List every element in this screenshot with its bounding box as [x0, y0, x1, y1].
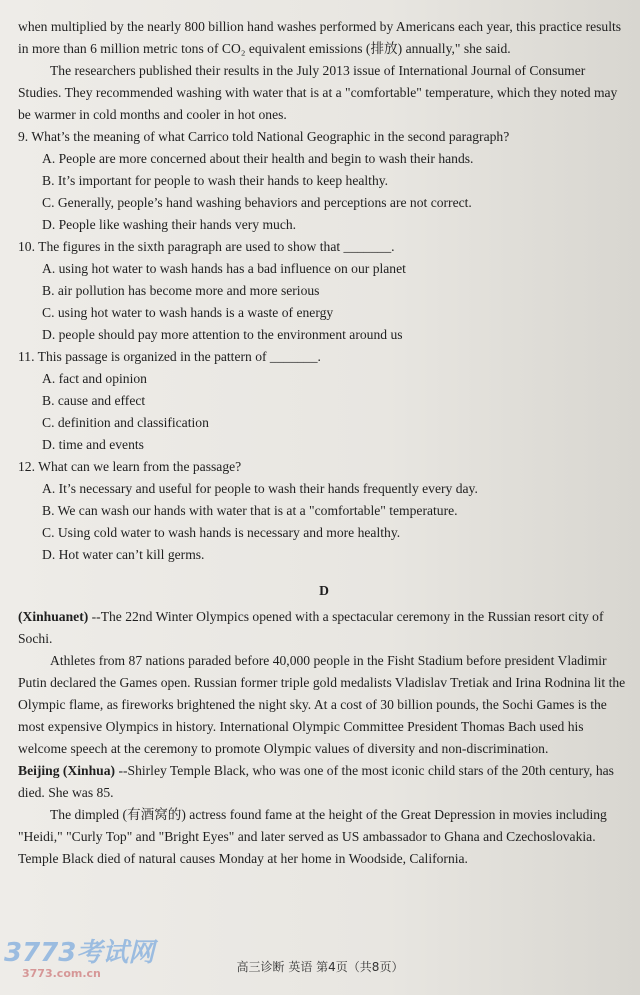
option-c: C. Generally, people’s hand washing behaviors and perceptions are not correct. — [42, 195, 472, 210]
watermark-sub-text: 3773.com.cn — [22, 967, 101, 980]
option-d: D. People like washing their hands very much. — [42, 217, 297, 232]
news-lead-text: --Shirley Temple Black, who was one of the most iconic child stars of the 20th century, has died. She was 85. — [18, 763, 614, 800]
option-d: D. Hot water can’t kill germs. — [42, 547, 205, 562]
document-page — [18, 16, 630, 870]
question-stem: 11. This passage is organized in the pattern of _______. — [18, 349, 321, 364]
section-title-d: D — [319, 583, 329, 598]
option-d: D. time and events — [42, 437, 144, 452]
option-b: B. air pollution has become more and more serious — [42, 283, 320, 298]
news-item-olympics-lead — [18, 606, 630, 650]
news-item-temple-body: The dimpled (有酒窝的) actress found fame at the height of the Great Depression in movies including "Heidi," "Curly Top" and "Bright Eyes" and later served as US ambassador to Ghana and Czechoslovakia. Temple Black died of natural causes Monday at her home in Woodside, California. — [18, 807, 607, 866]
question-stem: 10. The figures in the sixth paragraph are used to show that _______. — [18, 239, 395, 254]
option-a: A. fact and opinion — [42, 371, 147, 386]
news-item-olympics-body: Athletes from 87 nations paraded before 40,000 people in the Fisht Stadium before president Vladimir Putin declared the Games open. Russian former triple gold medalists Vladislav Tretiak and Irina Rodnina lit the Olympic flame, as fireworks brightened the night sky. At a cost of 30 billion pounds, the Sochi Games is the most expensive Olympics in history. International Olympic Committee President Thomas Bach used his welcome speech at the ceremony to promote Olympic values of diversity and non-discrimination. — [18, 653, 626, 756]
option-a: A. It’s necessary and useful for people to wash their hands frequently every day. — [42, 481, 478, 496]
question-12 — [18, 456, 630, 566]
option-a: A. People are more concerned about their health and begin to wash their hands. — [42, 151, 474, 166]
option-b: B. It’s important for people to wash their hands to keep healthy. — [42, 173, 389, 188]
news-source: Beijing (Xinhua) — [18, 763, 116, 778]
question-stem: 9. What’s the meaning of what Carrico told National Geographic in the second paragraph? — [18, 129, 510, 144]
question-9 — [18, 126, 630, 236]
option-d: D. people should pay more attention to the environment around us — [42, 327, 403, 342]
option-c: C. using hot water to wash hands is a waste of energy — [42, 305, 334, 320]
option-c: C. definition and classification — [42, 415, 209, 430]
option-b: B. cause and effect — [42, 393, 146, 408]
watermark-main-text: 3773考试网 — [4, 938, 155, 968]
paragraph-researchers: The researchers published their results in the July 2013 issue of International Journal of Consumer Studies. They recommended washing with water that is at a "comfortable" temperature, which they noted may be warmer in cold months and cooler in hot ones. — [18, 63, 618, 122]
page-footer: 高三诊断 英语 第4页（共8页） — [236, 960, 404, 974]
news-item-temple-lead — [18, 760, 630, 804]
question-stem: 12. What can we learn from the passage? — [18, 459, 242, 474]
option-c: C. Using cold water to wash hands is necessary and more healthy. — [42, 525, 401, 540]
news-lead-text: --The 22nd Winter Olympics opened with a spectacular ceremony in the Russian resort city of Sochi. — [18, 609, 604, 646]
paragraph-continued: when multiplied by the nearly 800 billion hand washes performed by Americans each year, this practice results in more than 6 million metric tons of CO₂ equivalent emissions (排放) annually," she said. — [18, 19, 622, 56]
question-10 — [18, 236, 630, 346]
option-b: B. We can wash our hands with water that is at a "comfortable" temperature. — [42, 503, 458, 518]
option-a: A. using hot water to wash hands has a bad influence on our planet — [42, 261, 406, 276]
news-source: (Xinhuanet) — [18, 609, 89, 624]
question-11 — [18, 346, 630, 456]
